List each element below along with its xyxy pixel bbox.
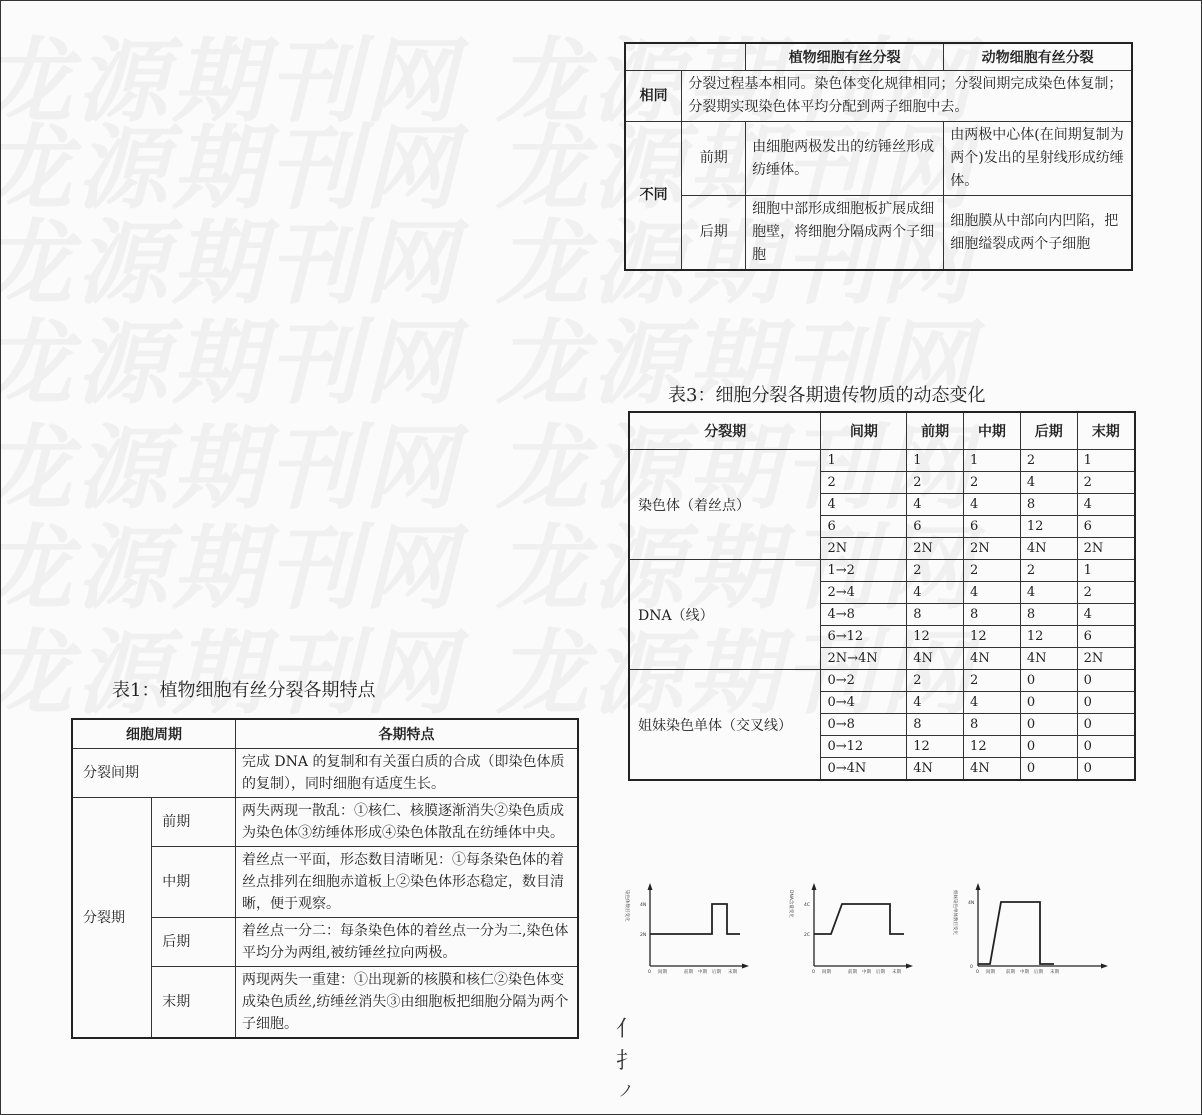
t3-header: 后期 — [1020, 412, 1077, 450]
t3-cell: 2N — [1077, 648, 1135, 670]
t3-cell: 2 — [907, 560, 964, 582]
y-arrow — [976, 883, 981, 890]
t3-cell: 4N — [1020, 538, 1077, 560]
t3-cell: 4 — [1020, 472, 1077, 494]
x-tick: 后期 — [712, 970, 721, 975]
t3-cell: 8 — [1020, 604, 1077, 626]
phase-label: 中期 — [152, 847, 236, 918]
t3-cell: 12 — [964, 626, 1021, 648]
t3-cell: 0 — [1077, 692, 1135, 714]
graph-ylabel: 染色体数目变化 — [624, 890, 629, 922]
chromatid-graph — [950, 880, 1110, 975]
t3-cell: 0 — [1020, 736, 1077, 758]
t3-header: 间期 — [821, 412, 907, 450]
t3-cell: 12 — [907, 736, 964, 758]
t3-cell: 0→4 — [821, 692, 907, 714]
t3-cell: 0 — [1077, 714, 1135, 736]
comparison-header-blank — [625, 43, 746, 71]
t3-cell: 2 — [964, 560, 1021, 582]
same-label: 相同 — [625, 71, 682, 122]
x-tick: 中期 — [1020, 970, 1029, 975]
t3-cell: 4 — [821, 494, 907, 516]
t3-cell: 8 — [907, 714, 964, 736]
t3-cell: 4 — [964, 692, 1021, 714]
t3-cell: 4N — [907, 758, 964, 781]
diff-plant-anaphase: 细胞中部形成细胞板扩展成细胞壁，将细胞分隔成两个子细胞 — [746, 196, 944, 271]
phase-text: 两现两失一重建：①出现新的核膜和核仁②染色体变成染色质丝,纺缍丝消失③由细胞板把细胞分隔为两个子细胞。 — [235, 967, 578, 1039]
x-tick: 0 — [976, 970, 979, 975]
t3-cell: 2 — [964, 670, 1021, 692]
y-tick: 0 — [970, 965, 973, 970]
x-tick: 间期 — [986, 970, 995, 975]
dna-graph — [786, 880, 914, 975]
phase-text: 着丝点一平面，形态数目清晰见：①每条染色体的着丝点排列在细胞赤道板上②染色体形态稳定，数目清晰，便于观察。 — [235, 847, 578, 918]
chromatid-line — [978, 902, 1054, 964]
phase-label: 后期 — [152, 918, 236, 967]
t3-cell: 8 — [964, 604, 1021, 626]
x-tick: 末期 — [1050, 970, 1059, 975]
t3-cell: 8 — [907, 604, 964, 626]
x-tick: 末期 — [892, 970, 901, 975]
t3-cell: 8 — [1020, 494, 1077, 516]
y-tick: 4N — [640, 903, 647, 908]
x-tick: 0 — [648, 970, 651, 975]
x-arrow — [1101, 964, 1108, 969]
t3-cell: 2N — [821, 538, 907, 560]
t3-cell: 0 — [1020, 692, 1077, 714]
x-tick: 前期 — [848, 970, 857, 975]
t3-cell: 1 — [964, 450, 1021, 472]
t3-header: 末期 — [1077, 412, 1135, 450]
same-text: 分裂过程基本相同。染色体变化规律相同；分裂间期完成染色体复制；分裂期实现染色体平均分配到两子细胞中去。 — [682, 71, 1132, 122]
t3-cell: 6→12 — [821, 626, 907, 648]
t3-cell: 6 — [907, 516, 964, 538]
x-tick: 0 — [812, 970, 815, 975]
y-tick: 4C — [804, 903, 811, 908]
chromosome-line — [650, 904, 740, 934]
t3-cell: 1 — [907, 450, 964, 472]
y-tick: 2C — [804, 933, 811, 938]
t3-cell: 1 — [1077, 560, 1135, 582]
t3-cell: 0→4N — [821, 758, 907, 781]
x-arrow — [906, 964, 913, 969]
x-tick: 末期 — [728, 970, 737, 975]
t3-cell: 4N — [1020, 648, 1077, 670]
t3-cell: 4N — [964, 648, 1021, 670]
t3-cell: 4 — [907, 692, 964, 714]
t3-cell: 0 — [1020, 758, 1077, 781]
t3-cell: 4 — [964, 582, 1021, 604]
dna-line — [814, 904, 904, 934]
x-tick: 后期 — [1034, 970, 1043, 975]
t3-cell: 4 — [1020, 582, 1077, 604]
t3-cell: 2 — [1020, 450, 1077, 472]
graph-ylabel: DNA含量变化 — [788, 890, 793, 918]
interphase-text: 完成 DNA 的复制和有关蛋白质的合成（即染色体质的复制），同时细胞有适度生长。 — [235, 749, 578, 798]
comparison-header-animal: 动物细胞有丝分裂 — [944, 43, 1132, 71]
t3-cell: 0→8 — [821, 714, 907, 736]
t3-cell: 2N — [1077, 538, 1135, 560]
phase-label: 前期 — [152, 798, 236, 847]
t3-group-label: 染色体（着丝点） — [629, 450, 821, 560]
phase-text: 两失两现一散乱：①核仁、核膜逐渐消失②染色质成为染色体③纺缍体形成④染色体散乱在纺缍体中央。 — [235, 798, 578, 847]
t3-cell: 2→4 — [821, 582, 907, 604]
diff-label: 不同 — [625, 122, 682, 271]
t3-cell: 4→8 — [821, 604, 907, 626]
t3-cell: 0 — [1020, 714, 1077, 736]
t3-cell: 0 — [1077, 758, 1135, 781]
t3-group-label: DNA（线） — [629, 560, 821, 670]
x-tick: 间期 — [822, 970, 831, 975]
cutoff-fragment: 扌 — [616, 1049, 639, 1074]
t3-cell: 12 — [1020, 516, 1077, 538]
chromosome-graph — [622, 880, 750, 975]
t3-cell: 0 — [1077, 736, 1135, 758]
x-arrow — [742, 964, 749, 969]
t3-cell: 6 — [1077, 516, 1135, 538]
phase-label: 末期 — [152, 967, 236, 1039]
diff-phase-prophase: 前期 — [682, 122, 746, 196]
t1-header-features: 各期特点 — [235, 719, 578, 749]
table1-caption: 表1：植物细胞有丝分裂各期特点 — [112, 680, 376, 701]
t3-cell: 6 — [964, 516, 1021, 538]
t3-cell: 2 — [821, 472, 907, 494]
y-tick: 2N — [640, 933, 647, 938]
comparison-header-plant: 植物细胞有丝分裂 — [746, 43, 944, 71]
diff-animal-prophase: 由两极中心体(在间期复制为两个)发出的星射线形成纺缍体。 — [944, 122, 1132, 196]
t3-cell: 4N — [964, 758, 1021, 781]
t3-cell: 4N — [907, 648, 964, 670]
cutoff-fragment: ノ — [618, 1081, 635, 1100]
t3-cell: 2N→4N — [821, 648, 907, 670]
t3-cell: 4 — [964, 494, 1021, 516]
t3-body — [629, 450, 1135, 781]
y-tick: 4N — [968, 901, 975, 906]
x-tick: 前期 — [684, 970, 693, 975]
t3-row — [629, 670, 1135, 692]
t3-cell: 4 — [907, 582, 964, 604]
t3-cell: 1 — [821, 450, 907, 472]
t3-cell: 0 — [1077, 670, 1135, 692]
t3-cell: 1→2 — [821, 560, 907, 582]
t3-cell: 2 — [964, 472, 1021, 494]
t3-cell: 12 — [907, 626, 964, 648]
t3-header: 中期 — [964, 412, 1021, 450]
graph-ylabel: 姐妹染色单体数目变化 — [952, 890, 957, 935]
t3-cell: 4 — [907, 494, 964, 516]
t3-cell: 0→2 — [821, 670, 907, 692]
t3-header: 前期 — [907, 412, 964, 450]
diff-animal-anaphase: 细胞膜从中部向内凹陷，把细胞缢裂成两个子细胞 — [944, 196, 1132, 271]
y-arrow — [648, 883, 653, 890]
t3-row — [629, 450, 1135, 472]
t3-cell: 12 — [964, 736, 1021, 758]
t3-cell: 6 — [821, 516, 907, 538]
phase-text: 着丝点一分二：每条染色体的着丝点一分为二,染色体平均分为两组,被纺锤丝拉向两极。 — [235, 918, 578, 967]
t3-cell: 2 — [1077, 582, 1135, 604]
t3-cell: 2 — [907, 670, 964, 692]
table3-caption: 表3：细胞分裂各期遗传物质的动态变化 — [668, 385, 986, 406]
plant-mitosis-table — [71, 718, 579, 1039]
x-tick: 间期 — [658, 970, 667, 975]
t3-cell: 2 — [1077, 472, 1135, 494]
t3-cell: 6 — [1077, 626, 1135, 648]
mitosis-label: 分裂期 — [72, 798, 152, 1039]
t3-row — [629, 560, 1135, 582]
t3-cell: 12 — [1020, 626, 1077, 648]
diff-plant-prophase: 由细胞两极发出的纺锤丝形成纺缍体。 — [746, 122, 944, 196]
plant-animal-comparison-table — [624, 42, 1133, 271]
x-tick: 中期 — [862, 970, 871, 975]
t3-cell: 4 — [1077, 494, 1135, 516]
interphase-label: 分裂间期 — [72, 749, 235, 798]
diff-phase-anaphase: 后期 — [682, 196, 746, 271]
x-tick: 后期 — [876, 970, 885, 975]
t3-cell: 1 — [1077, 450, 1135, 472]
t3-cell: 0 — [1020, 670, 1077, 692]
t3-cell: 2N — [907, 538, 964, 560]
t3-header: 分裂期 — [629, 412, 821, 450]
t3-cell: 2N — [964, 538, 1021, 560]
t3-cell: 4 — [1077, 604, 1135, 626]
t3-cell: 8 — [964, 714, 1021, 736]
t3-cell: 2 — [907, 472, 964, 494]
t3-group-label: 姐妹染色单体（交叉线） — [629, 670, 821, 781]
t1-header-cycle: 细胞周期 — [72, 719, 235, 749]
t3-cell: 2 — [1020, 560, 1077, 582]
t3-cell: 0→12 — [821, 736, 907, 758]
x-tick: 前期 — [1006, 970, 1015, 975]
y-arrow — [812, 883, 817, 890]
x-tick: 中期 — [698, 970, 707, 975]
cutoff-fragment: 亻 — [616, 1017, 639, 1042]
genetic-material-table — [628, 411, 1136, 781]
